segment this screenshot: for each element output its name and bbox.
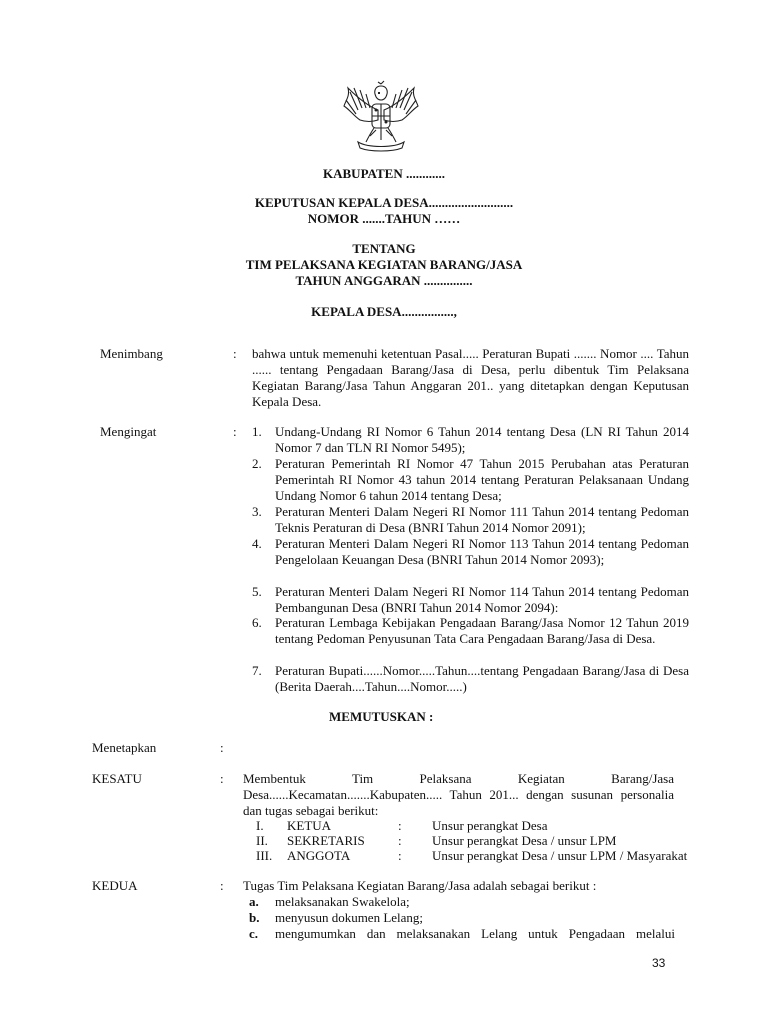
page-number: 33 <box>652 956 666 970</box>
memutuskan-heading: MEMUTUSKAN : <box>329 709 434 724</box>
tahun-anggaran-heading: TAHUN ANGGARAN ............... <box>295 273 473 288</box>
mengingat-item-5 <box>252 584 689 616</box>
kesatu-label: KESATU <box>92 771 142 786</box>
mengingat-label: Mengingat <box>100 424 157 439</box>
kedua-item-letter: c. <box>249 926 259 941</box>
item-number: 6. <box>252 615 262 630</box>
kedua-item-letter: b. <box>249 910 260 925</box>
kedua-label: KEDUA <box>92 878 138 893</box>
kedua-item-text: melaksanakan Swakelola; <box>275 894 410 909</box>
item-text: Peraturan Pemerintah RI Nomor 47 Tahun 2015 Perubahan atas Peraturan Pemerintah RI Nomor 43 tahun 2014 tentang Peraturan Pelaksanaan Undang Undang Nomor 6 tahun 2014 tentang Desa; <box>275 456 689 503</box>
keputusan-heading: KEPUTUSAN KEPALA DESA.......................... <box>254 195 514 210</box>
personalia-desc: Unsur perangkat Desa <box>432 818 548 833</box>
mengingat-item-1 <box>252 424 689 456</box>
kedua-item-letter: a. <box>249 894 259 909</box>
item-text: Peraturan Bupati......Nomor.....Tahun....tentang Pengadaan Barang/Jasa di Desa (Berita Daerah....Tahun....Nomor.....) <box>275 663 689 694</box>
item-number: 4. <box>252 536 262 551</box>
kedua-intro: Tugas Tim Pelaksana Kegiatan Barang/Jasa adalah sebagai berikut : <box>243 878 597 893</box>
item-text: Undang-Undang RI Nomor 6 Tahun 2014 tentang Desa (LN RI Tahun 2014 Nomor 7 dan TLN RI Nomor 5495); <box>275 424 689 455</box>
kedua-colon: : <box>220 878 224 893</box>
personalia-roman: I. <box>256 818 264 833</box>
kedua-item-text: menyusun dokumen Lelang; <box>275 910 424 925</box>
nomor-heading: NOMOR .......TAHUN …… <box>307 211 461 226</box>
kepala-desa-heading: KEPALA DESA................, <box>311 304 457 319</box>
item-text: Peraturan Menteri Dalam Negeri RI Nomor 111 Tahun 2014 tentang Pedoman Teknis Peraturan di Desa (BNRI Tahun 2014 Nomor 2091); <box>275 504 689 535</box>
menetapkan-colon: : <box>220 740 224 755</box>
personalia-role: ANGGOTA <box>287 848 351 863</box>
personalia-roman: II. <box>256 833 268 848</box>
mengingat-item-7 <box>252 663 689 695</box>
menetapkan-label: Menetapkan <box>92 740 157 755</box>
tim-heading: TIM PELAKSANA KEGIATAN BARANG/JASA <box>245 257 523 272</box>
personalia-role: SEKRETARIS <box>287 833 365 848</box>
item-number: 5. <box>252 584 262 599</box>
garuda-emblem <box>340 80 422 152</box>
tentang-heading: TENTANG <box>352 241 416 256</box>
personalia-role: KETUA <box>287 818 332 833</box>
personalia-colon: : <box>398 818 402 833</box>
personalia-roman: III. <box>256 848 273 863</box>
mengingat-item-3 <box>252 504 689 536</box>
menimbang-text: bahwa untuk memenuhi ketentuan Pasal..... Peraturan Bupati ....... Nomor .... Tahun ...... tentang Pengadaan Barang/Jasa di Desa, perlu dibentuk Tim Pelaksana Kegiatan Barang/Jasa Tahun Anggaran 201.. yang ditetapkan dengan Keputusan Kepala Desa. <box>252 346 689 409</box>
personalia-desc: Unsur perangkat Desa / unsur LPM / Masyarakat <box>432 848 688 863</box>
item-number: 7. <box>252 663 262 678</box>
item-text: Peraturan Menteri Dalam Negeri RI Nomor 113 Tahun 2014 tentang Pedoman Pengelolaan Keuangan Desa (BNRI Tahun 2014 Nomor 2093); <box>275 536 689 567</box>
mengingat-item-6 <box>252 615 689 647</box>
item-number: 3. <box>252 504 262 519</box>
kesatu-colon: : <box>220 771 224 786</box>
kabupaten-heading: KABUPATEN ............ <box>323 166 445 181</box>
mengingat-item-4 <box>252 536 689 568</box>
item-number: 1. <box>252 424 262 439</box>
mengingat-colon: : <box>233 424 237 439</box>
item-text: Peraturan Lembaga Kebijakan Pengadaan Barang/Jasa Nomor 12 Tahun 2019 tentang Pedoman Penyusunan Tata Cara Pengadaan Barang/Jasa di Desa. <box>275 615 689 646</box>
item-number: 2. <box>252 456 262 471</box>
menimbang-label: Menimbang <box>100 346 163 361</box>
mengingat-item-2 <box>252 456 689 504</box>
menimbang-colon: : <box>233 346 237 361</box>
personalia-colon: : <box>398 848 402 863</box>
personalia-colon: : <box>398 833 402 848</box>
kesatu-text: Membentuk Tim Pelaksana Kegiatan Barang/Jasa Desa......Kecamatan.......Kabupaten..... Tahun 201... dengan susunan personalia dan tugas sebagai berikut: <box>243 771 674 818</box>
item-text: Peraturan Menteri Dalam Negeri RI Nomor 114 Tahun 2014 tentang Pedoman Pembangunan Desa (BNRI Tahun 2014 Nomor 2094): <box>275 584 689 615</box>
kedua-item-text: mengumumkan dan melaksanakan Lelang untuk Pengadaan melalui <box>275 926 675 941</box>
personalia-desc: Unsur perangkat Desa / unsur LPM <box>432 833 617 848</box>
